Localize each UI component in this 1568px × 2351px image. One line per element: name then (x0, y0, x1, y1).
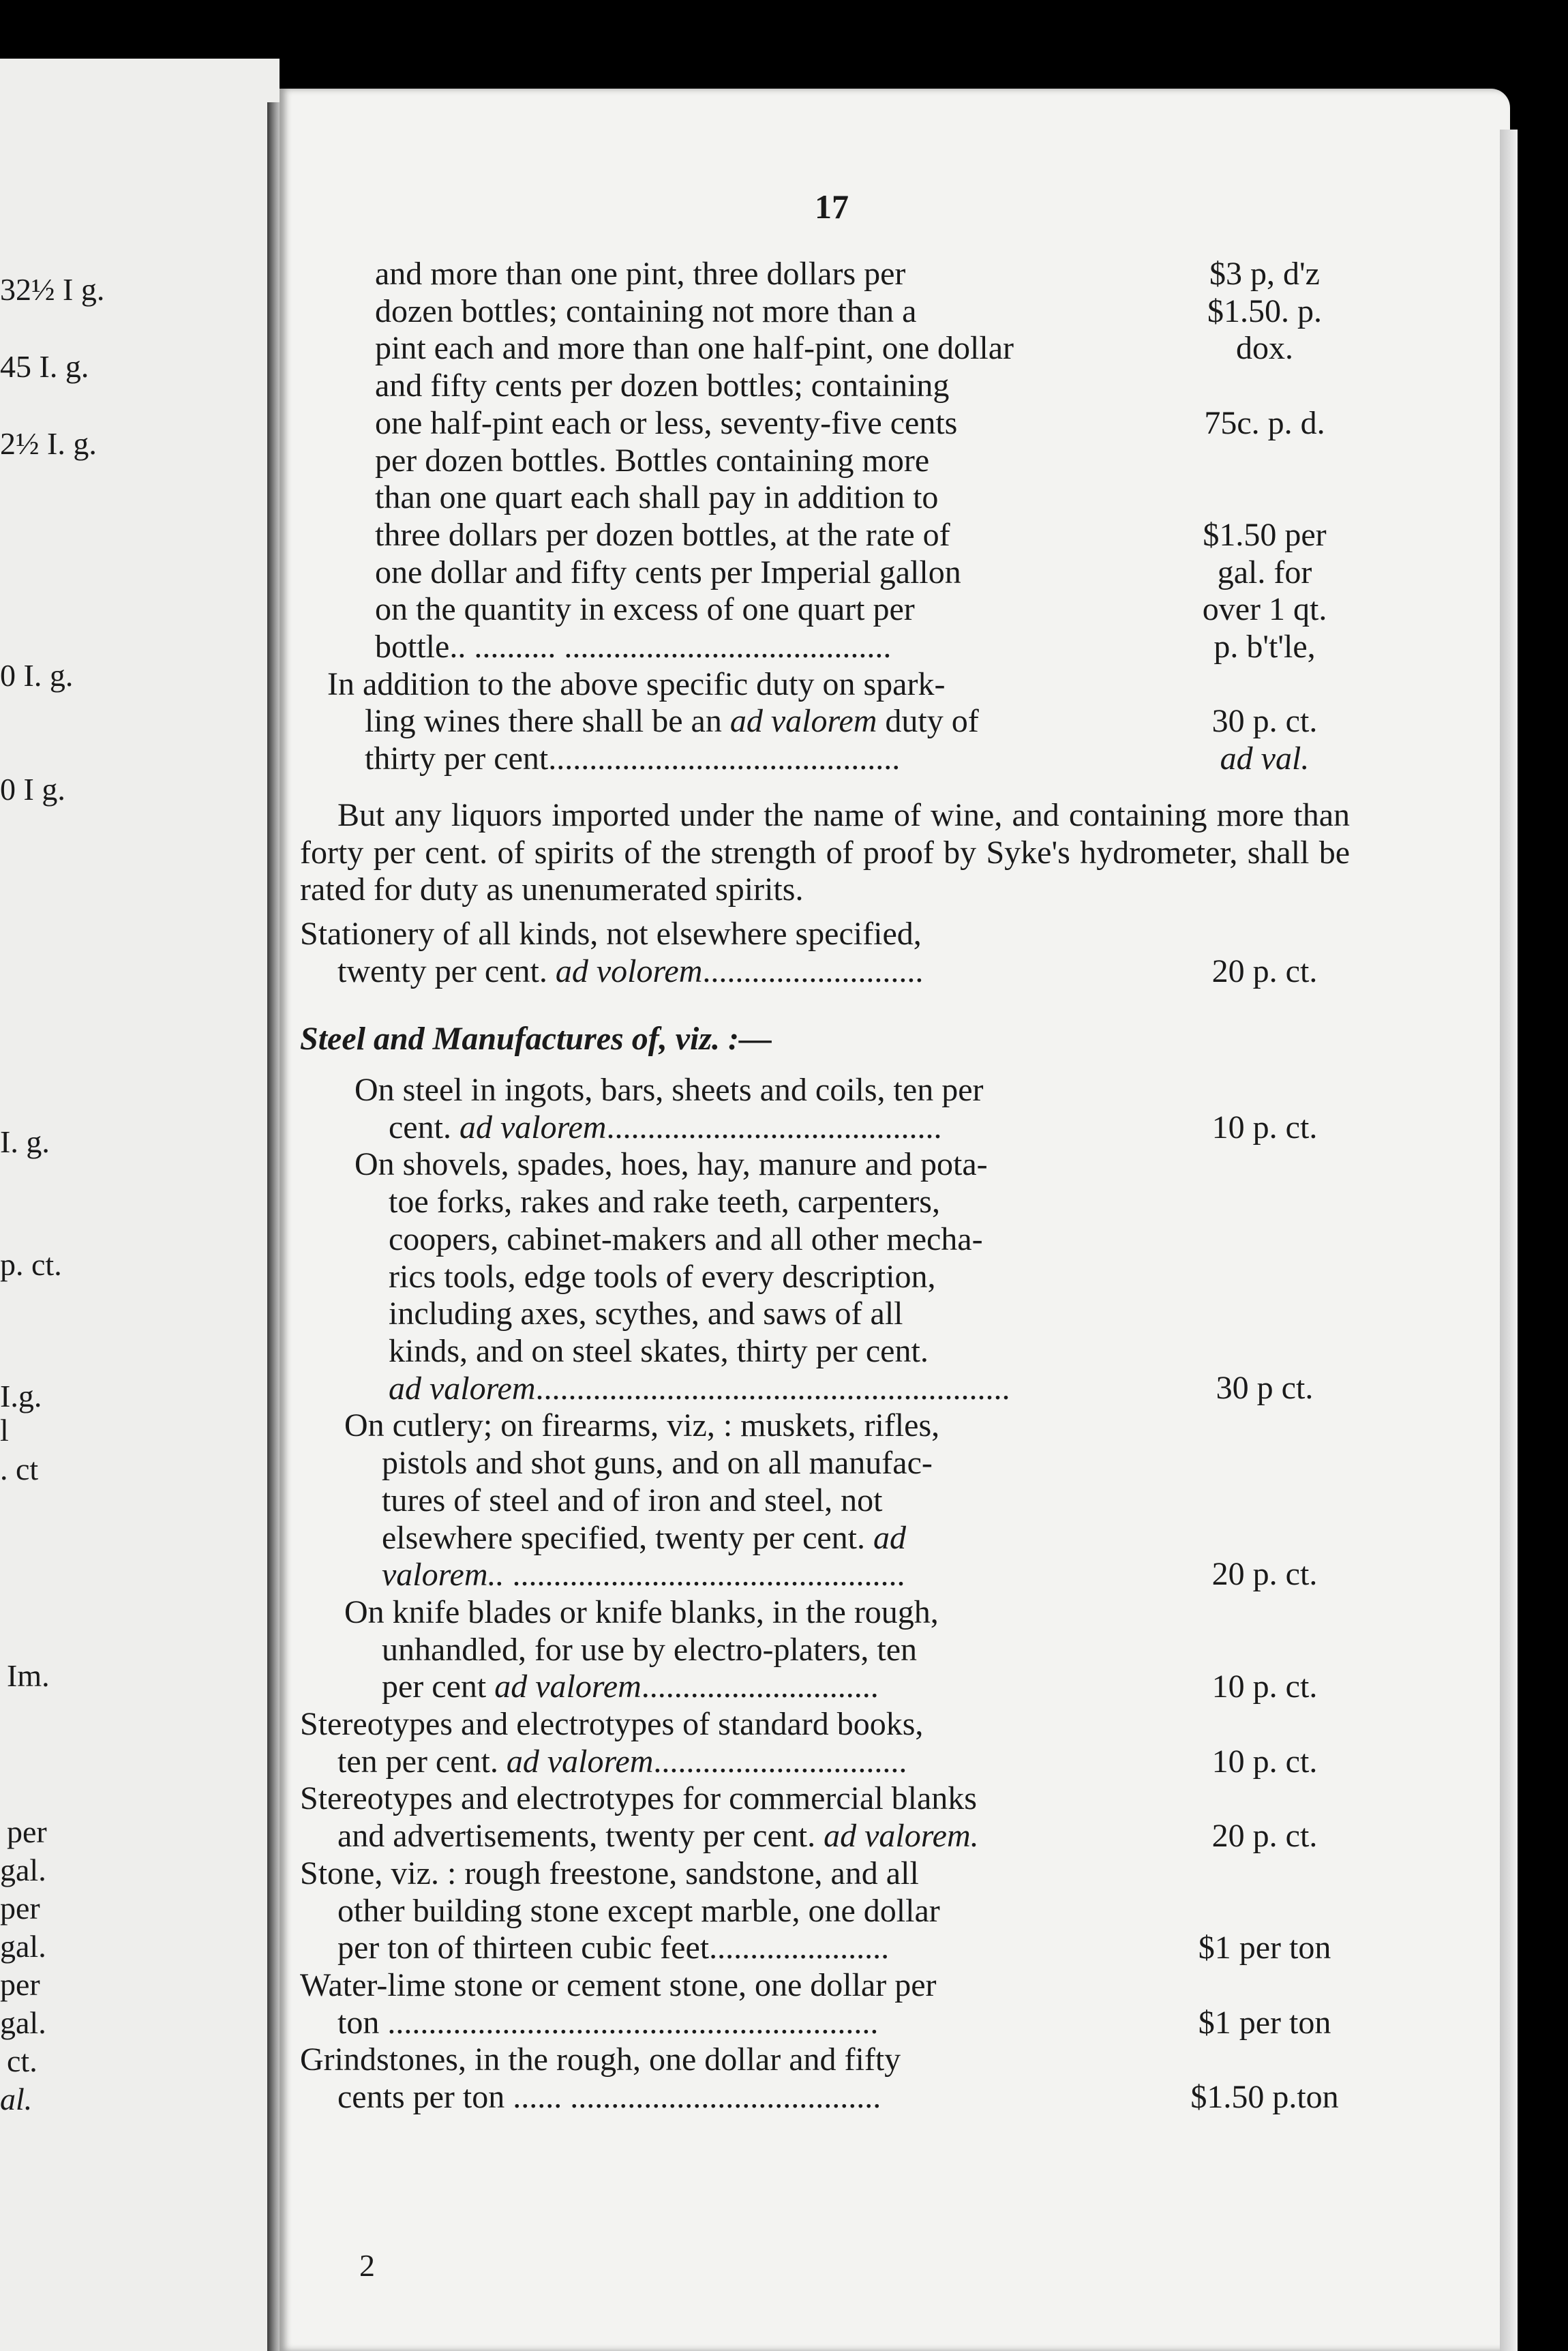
left-margin-text: per (0, 1967, 40, 2002)
ad-valorem-label: ad valorem (729, 703, 877, 740)
duty-amount: $1 per ton (1198, 2004, 1331, 2041)
duty-amount: $1.50 per (1203, 516, 1327, 553)
duty-column (1166, 1706, 1363, 1780)
leader-dots: ......................................... (606, 1109, 942, 1145)
leader-dots: ........................... (702, 953, 924, 989)
ad-valorem-label: ad valorem. (824, 1818, 979, 1855)
entry-line: on the quantity in excess of one quart per (375, 591, 915, 628)
signature-mark: 2 (359, 2248, 375, 2283)
duty-column (1166, 666, 1363, 778)
entry-line: thirty per cent........................................... (365, 740, 901, 777)
duty-amount: 20 p. ct. (1211, 953, 1318, 989)
tariff-text (300, 256, 1363, 2308)
entry-line: cent. (389, 1109, 451, 1145)
entry-line: Grindstones, in the rough, one dollar and fifty (300, 2041, 901, 2078)
entry-line: including axes, scythes, and saws of all (389, 1296, 903, 1332)
entry-line: three dollars per dozen bottles, at the rate of (375, 516, 950, 553)
left-margin-text: . ct (0, 1452, 39, 1486)
stationery-entry (300, 916, 1363, 990)
entry-line: cents per ton ...... ...................................... (337, 2079, 881, 2116)
steel-entry (300, 1072, 1363, 1146)
stone-entry (300, 1855, 1363, 1967)
left-margin-text: p. ct. (0, 1247, 62, 1282)
left-margin-text: al. (0, 2082, 33, 2116)
ad-valorem-label: ad volorem (555, 953, 703, 989)
entry-line: one dollar and fifty cents per Imperial gallon (375, 554, 961, 590)
duty-column (1166, 1780, 1363, 1855)
entry-line: dozen bottles; containing not more than a (375, 293, 917, 329)
left-margin-text: per (7, 1814, 47, 1849)
entry-line: twenty per cent. (337, 953, 547, 989)
left-margin-text: Im. (7, 1658, 50, 1693)
ad-valorem-label: ad valorem (389, 1370, 536, 1407)
duty-amount: 10 p. ct. (1211, 1668, 1318, 1705)
entry-line: elsewhere specified, twenty per cent. (382, 1519, 866, 1556)
entry-line: On cutlery; on firearms, viz, : muskets, rifles, (344, 1407, 940, 1444)
page-number: 17 (815, 188, 849, 226)
liquor-paragraph: But any liquors imported under the name of wine, and containing more than forty per cent. of spirits of the strength of proof by Syke's hydrometer, shall be rated for duty as unenumerated spirits. (300, 796, 1350, 908)
entry-line: Stone, viz. : rough freestone, sandstone, and all (300, 1855, 919, 1891)
stereotypes-entry (300, 1780, 1363, 1855)
entry-line: Water-lime stone or cement stone, one dollar per (300, 1966, 937, 2003)
entry-line: per cent (382, 1668, 487, 1705)
grindstones-entry (300, 2041, 1363, 2116)
leader-dots: ................................................ (512, 1557, 905, 1593)
left-margin-text: ct. (7, 2043, 37, 2078)
duty-amount: 20 p. ct. (1211, 1818, 1318, 1855)
duty-column (1166, 1072, 1363, 1146)
left-margin-text: 0 I. g. (0, 658, 74, 693)
entry-line: other building stone except marble, one dollar (337, 1892, 940, 1929)
entry-line: one half-pint each or less, seventy-five cents (375, 404, 958, 441)
left-margin-text: I. g. (0, 1124, 50, 1159)
duty-column (1166, 1967, 1363, 2041)
entry-line: rics tools, edge tools of every description, (389, 1258, 936, 1295)
steel-entry (300, 1146, 1363, 1407)
ad-valorem-label: valorem.. (382, 1557, 504, 1593)
left-margin-text: l (0, 1413, 9, 1448)
entry-line: pistols and shot guns, and on all manufac- (382, 1445, 933, 1482)
duty-amount: $1 per ton (1198, 1929, 1331, 1966)
leader-dots: .......................................................... (535, 1370, 1010, 1407)
duty-amount: dox. (1236, 330, 1293, 367)
left-margin-text: gal. (0, 1853, 46, 1887)
duty-amount: p. b't'le, (1213, 628, 1316, 665)
entry-line: On steel in ingots, bars, sheets and coils, ten per (355, 1072, 984, 1109)
entry-line: Stereotypes and electrotypes of standard books, (300, 1706, 924, 1743)
entry-line: and advertisements, twenty per cent. (337, 1818, 816, 1855)
entry-line: toe forks, rakes and rake teeth, carpenters, (389, 1184, 940, 1221)
ad-valorem-label: ad valorem (494, 1668, 642, 1705)
duty-column (1166, 1146, 1363, 1407)
leader-dots: ............................... (653, 1743, 907, 1780)
entry-line: On knife blades or knife blanks, in the rough, (344, 1593, 939, 1630)
entry-line: duty of (885, 703, 979, 740)
page-gutter (267, 102, 281, 2351)
duty-column (1166, 1594, 1363, 1706)
ad-valorem-label: ad (873, 1519, 907, 1556)
entry-line: On shovels, spades, hoes, hay, manure and pota- (355, 1146, 988, 1183)
duty-amount: 30 p ct. (1216, 1370, 1314, 1407)
steel-entry (300, 1594, 1363, 1706)
entry-line: kinds, and on steel skates, thirty per cent. (389, 1332, 929, 1369)
duty-amount: 10 p. ct. (1211, 1109, 1318, 1145)
entry-line: tures of steel and of iron and steel, not (382, 1482, 883, 1518)
entry-line: unhandled, for use by electro-platers, ten (382, 1631, 918, 1668)
duty-amount: over 1 qt. (1202, 591, 1327, 628)
entry-line: and more than one pint, three dollars per (375, 256, 906, 292)
stereotypes-entry (300, 1706, 1363, 1780)
entry-line: per ton of thirteen cubic feet...................... (337, 1930, 890, 1966)
duty-amount (1166, 442, 1363, 479)
waterlime-entry (300, 1967, 1363, 2041)
duty-amount (1166, 368, 1363, 405)
duty-amount: ad val. (1220, 740, 1310, 777)
sparkling-entry (300, 666, 1363, 778)
entry-line: ton ............................................................ (337, 2004, 879, 2041)
duty-amount: 30 p. ct. (1211, 703, 1318, 740)
left-margin-text: 45 I. g. (0, 349, 89, 384)
steel-entry (300, 1407, 1363, 1594)
duty-column (1166, 2041, 1363, 2116)
page-edge (1500, 130, 1518, 2351)
left-margin-text: 0 I g. (0, 772, 65, 807)
entry-line: than one quart each shall pay in addition to (375, 479, 939, 516)
duty-amount: $1.50. p. (1207, 293, 1322, 329)
duty-amount: gal. for (1217, 554, 1312, 590)
duty-amount: 10 p. ct. (1211, 1743, 1318, 1780)
duty-column (1166, 256, 1363, 666)
entry-line: Stereotypes and electrotypes for commercial blanks (300, 1780, 977, 1817)
wine-entry (300, 256, 1363, 666)
left-margin-text: 2½ I. g. (0, 426, 97, 461)
left-margin-text: I.g. (0, 1379, 42, 1413)
entry-line: Stationery of all kinds, not elsewhere specified, (300, 915, 922, 952)
left-margin-text: gal. (0, 2005, 46, 2040)
duty-column (1166, 1855, 1363, 1967)
entry-line: In addition to the above specific duty on spark- (327, 665, 946, 702)
section-heading: Steel and Manufactures of, viz. :— (300, 1021, 772, 1058)
entry-line: coopers, cabinet-makers and all other mecha- (389, 1221, 983, 1257)
duty-amount (1166, 479, 1363, 517)
duty-amount: $1.50 p.ton (1190, 2079, 1339, 2116)
ad-valorem-label: ad valorem (506, 1743, 654, 1780)
leader-dots: ............................. (641, 1668, 879, 1705)
entry-line: and fifty cents per dozen bottles; containing (375, 368, 950, 404)
duty-amount: $3 p, d'z (1209, 256, 1320, 292)
entry-line: pint each and more than one half-pint, one dollar (375, 330, 1014, 367)
entry-line: ling wines there shall be an (365, 703, 722, 740)
left-margin-text: 32½ I g. (0, 272, 105, 307)
duty-column (1166, 1407, 1363, 1594)
ad-valorem-label: ad valorem (459, 1109, 607, 1145)
entry-line: per dozen bottles. Bottles containing more (375, 442, 930, 479)
entry-line: bottle.. .......... ........................................ (375, 629, 892, 665)
duty-column (1166, 916, 1363, 990)
entry-line: ten per cent. (337, 1743, 498, 1780)
duty-amount: 20 p. ct. (1211, 1556, 1318, 1593)
duty-amount: 75c. p. d. (1204, 404, 1325, 441)
left-margin-text: per (0, 1891, 40, 1926)
left-margin-text: gal. (0, 1929, 46, 1964)
